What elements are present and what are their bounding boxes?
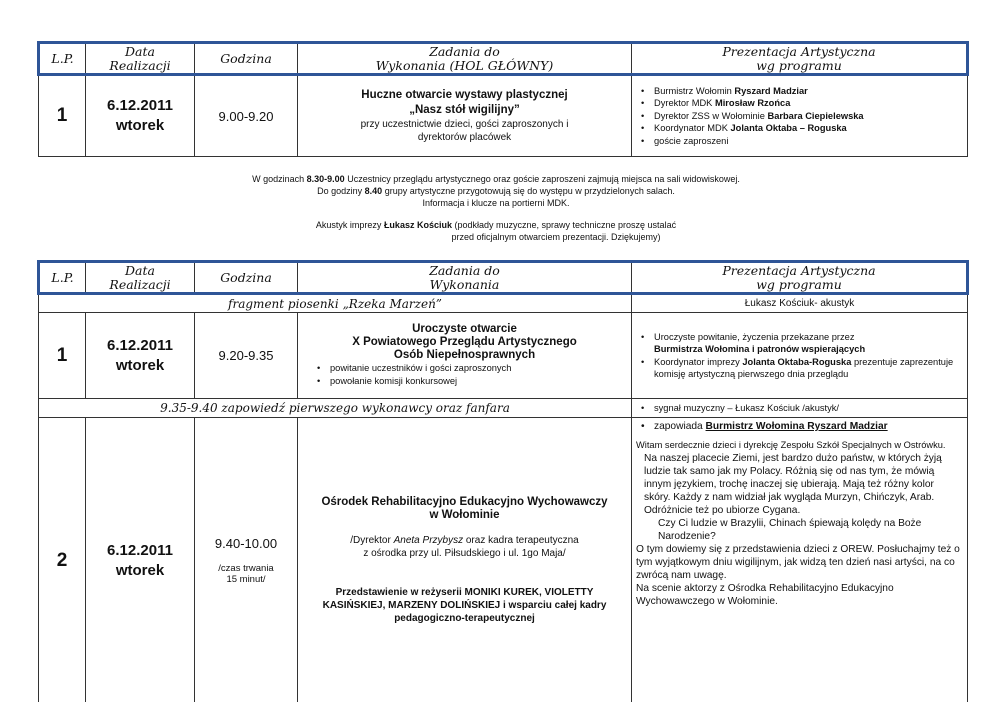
row-task: Ośrodek Rehabilitacyjno Edukacyjno Wychowawczy w Wołominie /Dyrektor Aneta Przybysz oraz kadra terapeutyczna z ośrodka przy ul. Piłsudskiego i ul. 1go Maja/ Przedstawienie w reżyserii MONIKI KUREK, VIOLETTY KASIŃSKIEJ, MARZENY DOLIŃSKIEJ i wsparciu całej kadry pedagogiczno-terapeutycznej [298,418,632,702]
row-date: 6.12.2011 wtorek [86,75,195,157]
list-item: • sygnał muzyczny – Łukasz Kościuk /akustyk/ [636,402,963,415]
note-line-3: Informacja i klucze na portierni MDK. [422,198,570,208]
table-row [39,313,968,399]
speech-paragraph: Czy Ci ludzie w Brazylii, Chinach śpiewają kolędy na Boże Narodzenie? [658,518,922,542]
header-task: Zadania do Wykonania [298,262,632,294]
speech-paragraph: Na naszej placecie Ziemi, jest bardzo dużo państw, w których żyją ludzie tak samo jak my Polacy. Różnią się od nas tym, że mówią innym językiem, trochę inaczej się ubierają. Mają też różny kolor skóry. Każdy z nam widział jak wygląda Murzyn, Chińczyk, Arab. Odróżnicie też po ubiorze Cygana. [644,453,942,516]
list-item: • Burmistrz Wołomin Ryszard Madziar [636,85,963,98]
presentation-list [636,331,963,381]
table-row [39,418,968,702]
header-lp: L.P. [39,262,86,294]
row-time: 9.40-10.00 /czas trwania 15 minut/ [195,418,298,702]
list-item: • powitanie uczestników i gości zaproszonych [312,362,627,375]
header-time: Godzina [195,262,298,294]
row-presentation [632,75,968,157]
schedule-table-2 [37,260,969,702]
presentation-list [636,420,963,433]
song-acoustic: Łukasz Kościuk- akustyk [632,294,968,313]
song-row [39,294,968,313]
row-number: 1 [39,75,86,157]
schedule-table-1 [37,41,969,157]
list-item: • Dyrektor MDK Mirosław Rzońca [636,97,963,110]
note-line-4: Akustyk imprezy Łukasz Kościuk (podkłady muzyczne, sprawy techniczne proszę ustalać [315,220,677,230]
row-time: 9.00-9.20 [195,75,298,157]
row-number: 2 [39,418,86,702]
list-item: • zapowiada Burmistrz Wołomina Ryszard Madziar [636,420,963,433]
list-item: • Uroczyste powitanie, życzenia przekazane przez Burmistrza Wołomina i patronów wspierających [636,331,963,356]
speech-paragraph: Na scenie aktorzy z Ośrodka Rehabilitacyjno Edukacyjno Wychowawczego w Wołominie. [636,583,894,607]
row-date: 6.12.2011 wtorek [86,418,195,702]
row-task: Uroczyste otwarcie X Powiatowego Przeglądu Artystycznego Osób Niepełnosprawnych • powitanie uczestników i gości zaproszonych • powołanie komisji konkursowej [298,313,632,399]
note-line-2: Do godziny 8.40 grupy artystyczne przygotowują się do występu w przydzielonych salach. [317,186,675,196]
row-number: 1 [39,313,86,399]
row-task: Huczne otwarcie wystawy plastycznej „Nasz stół wigilijny” przy uczestnictwie dzieci, gości zaproszonych i dyrektorów placówek [298,75,632,157]
fanfare-title: 9.35-9.40 zapowiedź pierwszego wykonawcy oraz fanfara [39,399,632,418]
row-time: 9.20-9.35 [195,313,298,399]
note-line-5: przed oficjalnym otwarciem prezentacji. Dziękujemy) [451,232,661,242]
header-time: Godzina [195,43,298,75]
speech-paragraph: O tym dowiemy się z przedstawienia dzieci z OREW. Posłuchajmy też o tym wyjątkowym dniu wigilijnym, jak widzą ten dzień nasi artyści, na co zwrócą nam uwagę. [636,544,960,581]
header-date: Data Realizacji [86,43,195,75]
header-date: Data Realizacji [86,262,195,294]
list-item: • Dyrektor ZSS w Wołominie Barbara Ciepielewska [636,110,963,123]
header-task: Zadania do Wykonania (HOL GŁÓWNY) [298,43,632,75]
list-item: • goście zaproszeni [636,135,963,148]
list-item: • Koordynator imprezy Jolanta Oktaba-Roguska prezentuje zaprezentuje komisję artystyczną pierwszego dnia przeglądu [636,356,963,381]
song-title: fragment piosenki „Rzeka Marzeń” [39,294,632,313]
list-item: • Koordynator MDK Jolanta Oktaba – Roguska [636,122,963,135]
table-row [39,75,968,157]
table-header-row [39,43,968,75]
presentation-list [636,85,963,148]
speech-paragraph: Witam serdecznie dzieci i dyrekcję Zespołu Szkół Specjalnych w Ostrówku. [636,440,946,450]
fanfare-signal [632,399,968,418]
note-line-1: W godzinach 8.30-9.00 Uczestnicy przeglądu artystycznego oraz goście zaproszeni zajmują miejsca na sali widowiskowej. [252,174,740,184]
task-bullets [302,362,627,388]
header-presentation: Prezentacja Artystyczna wg programu [632,262,968,294]
header-lp: L.P. [39,43,86,75]
row-date: 6.12.2011 wtorek [86,313,195,399]
fanfare-row [39,399,968,418]
row-presentation [632,313,968,399]
header-presentation: Prezentacja Artystyczna wg programu [632,43,968,75]
list-item: • powołanie komisji konkursowej [312,375,627,388]
table-header-row [39,262,968,294]
row-presentation [632,418,968,702]
